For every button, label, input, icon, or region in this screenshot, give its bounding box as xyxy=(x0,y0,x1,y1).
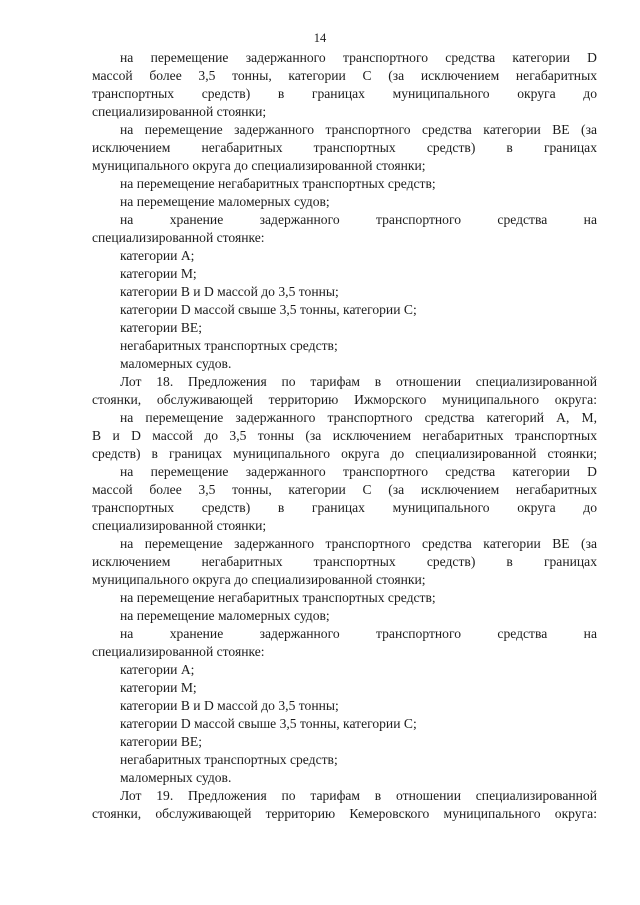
text-line: транспортных средств) в границах муниципального округа до xyxy=(92,500,597,515)
text-line: категории BE; xyxy=(120,734,202,749)
text-line: категории A; xyxy=(120,248,195,263)
text-line: на перемещение задержанного транспортного средства категории BE (за xyxy=(120,122,597,137)
text-line: специализированной стоянки; xyxy=(92,518,267,533)
text-line: исключением негабаритных транспортных средств) в границах xyxy=(92,554,597,569)
text-line: на перемещение маломерных судов; xyxy=(120,194,330,209)
text-line: стоянки, обслуживающей территорию Ижморского муниципального округа: xyxy=(92,392,597,407)
text-line: на перемещение маломерных судов; xyxy=(120,608,330,623)
text-line: маломерных судов. xyxy=(120,770,232,785)
text-line: маломерных судов. xyxy=(120,356,232,371)
text-line: на хранение задержанного транспортного средства на xyxy=(120,212,597,227)
text-line: специализированной стоянки; xyxy=(92,104,267,119)
text-line: на перемещение негабаритных транспортных средств; xyxy=(120,176,436,191)
text-line: на перемещение негабаритных транспортных средств; xyxy=(120,590,436,605)
page-number: 14 xyxy=(313,31,327,45)
text-line: категории M; xyxy=(120,266,197,281)
text-line: специализированной стоянке: xyxy=(92,644,265,659)
text-line: категории M; xyxy=(120,680,197,695)
text-line: B и D массой до 3,5 тонны (за исключением негабаритных транспортных xyxy=(92,428,597,443)
text-line: на перемещение задержанного транспортного средства категорий A, M, xyxy=(120,410,597,425)
text-line: негабаритных транспортных средств; xyxy=(120,752,338,767)
text-line: на перемещение задержанного транспортного средства категории BE (за xyxy=(120,536,597,551)
text-line: категории B и D массой до 3,5 тонны; xyxy=(120,698,339,713)
text-line: категории D массой свыше 3,5 тонны, категории C; xyxy=(120,716,417,731)
text-line: транспортных средств) в границах муниципального округа до xyxy=(92,86,597,101)
text-line: категории BE; xyxy=(120,320,202,335)
text-line: массой более 3,5 тонны, категории C (за исключением негабаритных xyxy=(92,68,597,83)
text-line: категории B и D массой до 3,5 тонны; xyxy=(120,284,339,299)
text-line: Лот 18. Предложения по тарифам в отношении специализированной xyxy=(120,374,597,389)
text-line: массой более 3,5 тонны, категории C (за исключением негабаритных xyxy=(92,482,597,497)
text-line: на хранение задержанного транспортного средства на xyxy=(120,626,597,641)
text-line: муниципального округа до специализированной стоянки; xyxy=(92,572,426,587)
text-line: категории D массой свыше 3,5 тонны, категории C; xyxy=(120,302,417,317)
text-line: на перемещение задержанного транспортного средства категории D xyxy=(120,50,597,65)
text-line: специализированной стоянке: xyxy=(92,230,265,245)
text-line: средств) в границах муниципального округа до специализированной стоянки; xyxy=(92,446,597,461)
text-line: исключением негабаритных транспортных средств) в границах xyxy=(92,140,597,155)
text-line: негабаритных транспортных средств; xyxy=(120,338,338,353)
text-line: стоянки, обслуживающей территорию Кемеровского муниципального округа: xyxy=(92,806,597,821)
text-line: Лот 19. Предложения по тарифам в отношении специализированной xyxy=(120,788,597,803)
text-line: муниципального округа до специализированной стоянки; xyxy=(92,158,426,173)
text-line: категории A; xyxy=(120,662,195,677)
text-line: на перемещение задержанного транспортного средства категории D xyxy=(120,464,597,479)
